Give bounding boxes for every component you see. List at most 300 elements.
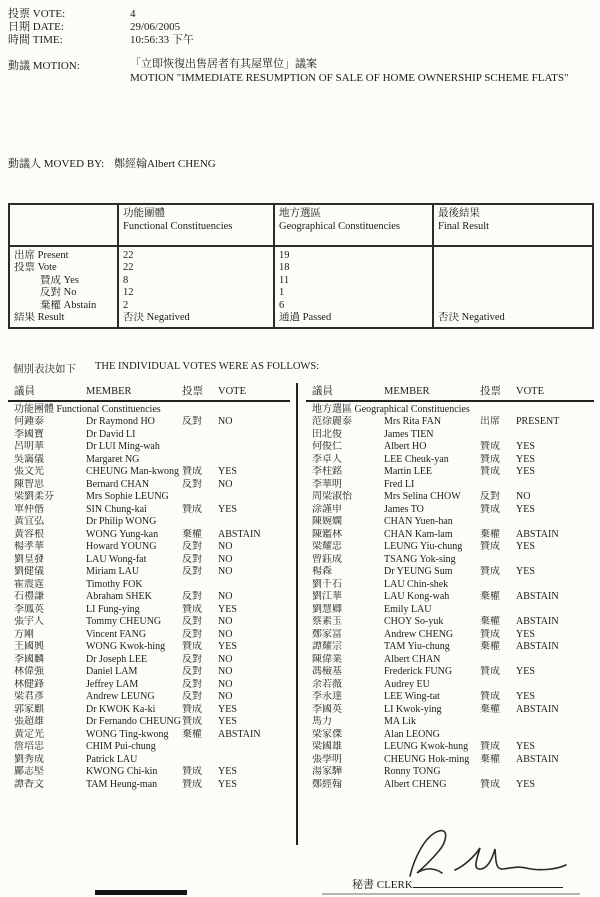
member-vote-en: NO	[218, 628, 233, 640]
member-vote-zh: 棄權	[480, 528, 500, 540]
member-vote-en	[516, 516, 594, 529]
member-name-en: Howard YOUNG	[86, 541, 157, 552]
member-vote-en: YES	[516, 441, 535, 452]
summary-header-final	[433, 204, 593, 246]
member-vote-en	[218, 491, 290, 504]
member-name-zh: 湯家驊	[312, 766, 342, 777]
individual-votes-title-en: THE INDIVIDUAL VOTES WERE AS FOLLOWS:	[95, 361, 320, 372]
member-vote-en: YES	[516, 628, 535, 640]
member-name-en: Frederick FUNG	[384, 666, 453, 677]
member-name-zh: 張文光	[14, 466, 44, 477]
member-name-en: Bernard CHAN	[86, 478, 150, 490]
member-vote-en: YES	[516, 566, 535, 577]
motion-text-en: MOTION "IMMEDIATE RESUMPTION OF SALE OF HOME OWNERSHIP SCHEME FLATS"	[130, 72, 569, 84]
member-vote-en: YES	[218, 778, 237, 790]
member-vote-en: NO	[516, 491, 531, 502]
column-divider-line	[296, 383, 298, 845]
member-name-zh: 李鳳英	[14, 603, 44, 615]
member-vote-en: ABSTAIN	[516, 528, 559, 540]
member-name-zh: 李柱銘	[312, 466, 342, 477]
member-row	[8, 466, 290, 479]
member-name-zh: 涂謹申	[312, 503, 342, 515]
member-vote-zh: 贊成	[182, 503, 202, 515]
member-vote-en: NO	[218, 541, 233, 552]
member-vote-zh: 反對	[182, 653, 202, 665]
member-row	[8, 416, 290, 429]
member-vote-en	[218, 454, 290, 467]
member-name-zh: 黃宜弘	[14, 516, 44, 527]
member-name-zh: 譚耀宗	[312, 641, 342, 652]
member-vote-en	[218, 754, 290, 767]
member-name-zh: 馬力	[312, 716, 332, 727]
member-vote-zh: 贊成	[182, 778, 202, 790]
member-vote-zh	[182, 491, 218, 504]
member-name-zh: 余若薇	[312, 678, 342, 690]
member-name-en: Margaret NG	[86, 453, 140, 465]
summary-header-empty	[9, 204, 118, 246]
member-vote-en: YES	[516, 466, 535, 477]
member-vote-zh	[480, 679, 516, 692]
summary-row-value	[433, 300, 593, 312]
summary-header-final-en: Final Result	[438, 221, 490, 232]
member-row	[306, 554, 594, 567]
member-vote-zh	[480, 716, 516, 729]
member-vote-en	[516, 554, 594, 567]
summary-row-value: 否決 Negatived	[118, 312, 274, 328]
member-row	[306, 479, 594, 492]
header-vote-en: VOTE	[218, 386, 246, 397]
member-vote-zh: 贊成	[182, 766, 202, 777]
member-row	[306, 591, 594, 604]
member-row	[8, 691, 290, 704]
member-row	[306, 516, 594, 529]
member-name-en: LEUNG Yiu-chung	[384, 541, 463, 552]
summary-row-value: 6	[274, 300, 433, 312]
member-name-en: CHEUNG Hok-ming	[384, 753, 470, 765]
member-vote-zh	[480, 554, 516, 567]
member-name-zh: 張超雄	[14, 716, 44, 727]
member-row	[306, 679, 594, 692]
summary-row-value: 22	[118, 246, 274, 262]
member-list-functional	[8, 385, 290, 791]
member-row	[306, 529, 594, 542]
member-name-en: LI Kwok-ying	[384, 703, 442, 715]
member-vote-zh: 棄權	[480, 616, 500, 627]
member-vote-en	[218, 429, 290, 442]
member-name-en: WONG Kwok-hing	[86, 641, 166, 652]
member-row	[8, 641, 290, 654]
member-vote-zh: 贊成	[182, 716, 202, 727]
member-vote-en: PRESENT	[516, 416, 560, 427]
summary-row-value: 18	[274, 262, 433, 274]
member-vote-zh: 贊成	[480, 691, 500, 702]
member-name-zh: 李華明	[312, 478, 342, 490]
member-rows-geographical	[306, 416, 594, 791]
member-row	[8, 579, 290, 592]
scan-artifact-bar	[95, 890, 187, 895]
summary-row-label: 結果 Result	[9, 312, 118, 328]
member-name-en: Andrew LEUNG	[86, 691, 155, 702]
date-value: 29/06/2005	[130, 21, 181, 33]
individual-votes-title-zh: 個別表決如下	[13, 364, 76, 375]
member-vote-en: YES	[218, 603, 237, 615]
header-member-en: MEMBER	[86, 386, 132, 397]
summary-header-geographical	[274, 204, 433, 246]
member-name-zh: 何俊仁	[312, 441, 342, 452]
member-name-en: WONG Ting-kwong	[86, 728, 169, 740]
member-name-en: Mrs Rita FAN	[384, 416, 442, 427]
member-name-en: LAU Wong-fat	[86, 553, 147, 565]
member-name-zh: 范徐麗泰	[312, 416, 352, 427]
member-vote-en: YES	[218, 466, 237, 477]
member-name-zh: 田北俊	[312, 428, 342, 440]
summary-row	[9, 246, 593, 262]
time-value: 10:56:33 下午	[130, 34, 194, 46]
member-name-zh: 馮檢基	[312, 666, 342, 677]
member-vote-zh: 出席	[480, 416, 500, 427]
member-row	[8, 554, 290, 567]
motion-text	[130, 57, 569, 85]
motion-text-zh: 「立即恢復出售居者有其屋單位」議案	[130, 58, 317, 70]
member-row	[8, 666, 290, 679]
member-vote-en: YES	[218, 703, 237, 715]
member-vote-zh	[182, 441, 218, 454]
member-name-en: Albert CHENG	[384, 778, 447, 790]
member-vote-en	[218, 579, 290, 592]
member-vote-en	[516, 679, 594, 692]
member-name-zh: 黃定光	[14, 728, 44, 740]
member-row	[8, 629, 290, 642]
clerk-signature-line	[352, 876, 563, 892]
member-name-en: Patrick LAU	[86, 753, 138, 765]
member-name-zh: 鄺志堅	[14, 766, 44, 777]
member-name-zh: 李永達	[312, 691, 342, 702]
summary-header-row	[9, 204, 593, 246]
summary-header-functional-en: Functional Constituencies	[123, 221, 233, 232]
member-vote-zh	[182, 429, 218, 442]
member-name-en: Fred LI	[384, 478, 415, 490]
member-vote-en	[218, 516, 290, 529]
summary-row-value: 12	[118, 287, 274, 299]
member-vote-zh: 贊成	[480, 441, 500, 452]
member-name-en: KWONG Chi-kin	[86, 766, 158, 777]
member-vote-zh: 贊成	[480, 628, 500, 640]
member-row	[8, 441, 290, 454]
member-name-en: Ronny TONG	[384, 766, 441, 777]
member-vote-en: YES	[218, 503, 237, 515]
member-name-en: LAU Chin-shek	[384, 578, 449, 590]
member-vote-en: NO	[218, 591, 233, 602]
member-vote-en: ABSTAIN	[516, 641, 559, 652]
member-name-en: LEE Cheuk-yan	[384, 453, 449, 465]
member-row	[306, 504, 594, 517]
member-name-zh: 何鍾泰	[14, 416, 44, 427]
member-name-en: Dr Joseph LEE	[86, 653, 148, 665]
summary-header-functional	[118, 204, 274, 246]
summary-header-geographical-zh: 地方選區	[279, 208, 321, 219]
member-name-zh: 曾鈺成	[312, 553, 342, 565]
member-name-en: WONG Yung-kan	[86, 528, 159, 540]
member-row	[8, 754, 290, 767]
member-vote-en: NO	[218, 666, 233, 677]
member-vote-zh: 反對	[182, 678, 202, 690]
summary-row-value: 1	[274, 287, 433, 299]
member-name-en: CHAN Yuen-han	[384, 516, 453, 527]
summary-row	[9, 262, 593, 274]
member-vote-en: ABSTAIN	[516, 753, 559, 765]
header-member-en: MEMBER	[384, 386, 430, 397]
member-row	[8, 604, 290, 617]
member-vote-zh: 棄權	[182, 728, 202, 740]
member-name-zh: 梁國雄	[312, 741, 342, 752]
member-vote-zh: 贊成	[480, 741, 500, 752]
member-name-en: TAM Yiu-chung	[384, 641, 450, 652]
summary-row-value: 通過 Passed	[274, 312, 433, 328]
member-vote-en: YES	[516, 778, 535, 790]
section-title-geographical-en: Geographical Constituencies	[354, 404, 470, 415]
member-name-en: Vincent FANG	[86, 628, 147, 640]
member-vote-zh: 贊成	[480, 778, 500, 790]
member-name-zh: 梁耀忠	[312, 541, 342, 552]
member-name-zh: 石禮謙	[14, 591, 44, 602]
member-vote-zh: 反對	[182, 616, 202, 627]
member-name-zh: 鄭經翰	[312, 778, 342, 790]
summary-row-value	[433, 246, 593, 262]
member-row	[306, 666, 594, 679]
header-member-zh: 議員	[312, 386, 333, 397]
member-vote-en	[516, 604, 594, 617]
member-vote-en	[516, 479, 594, 492]
member-vote-zh: 棄權	[480, 641, 500, 652]
member-name-en: Dr LUI Ming-wah	[86, 441, 160, 452]
moved-by-label: 動議人 MOVED BY:	[8, 158, 105, 170]
member-name-zh: 劉秀成	[14, 753, 44, 765]
member-name-zh: 梁劉柔芬	[14, 491, 54, 502]
member-vote-zh	[182, 454, 218, 467]
member-vote-zh: 反對	[182, 553, 202, 565]
member-vote-zh	[480, 516, 516, 529]
member-name-en: TAM Heung-man	[86, 778, 158, 790]
member-name-zh: 張宇人	[14, 616, 44, 627]
member-row	[306, 604, 594, 617]
summary-header-final-zh: 最後結果	[438, 208, 480, 219]
member-name-zh: 郭家麒	[14, 703, 44, 715]
member-name-en: Timothy FOK	[86, 578, 143, 590]
member-name-en: Daniel LAM	[86, 666, 138, 677]
member-vote-en: YES	[516, 453, 535, 465]
member-name-zh: 劉慧卿	[312, 603, 342, 615]
member-name-en: CHIM Pui-chung	[86, 741, 156, 752]
member-vote-zh	[480, 479, 516, 492]
member-name-zh: 劉千石	[312, 578, 342, 590]
summary-row	[9, 287, 593, 299]
member-vote-zh: 反對	[182, 591, 202, 602]
member-vote-en	[516, 716, 594, 729]
member-vote-en: NO	[218, 416, 233, 427]
member-vote-zh	[480, 429, 516, 442]
member-name-zh: 鄭家富	[312, 628, 342, 640]
member-row	[8, 766, 290, 779]
time-label: 時間 TIME:	[8, 34, 63, 46]
member-row	[306, 466, 594, 479]
member-vote-zh: 反對	[182, 541, 202, 552]
member-row	[306, 616, 594, 629]
member-vote-zh	[480, 766, 516, 779]
member-name-zh: 方剛	[14, 628, 34, 640]
scan-artifact-streak	[322, 893, 580, 895]
member-row	[306, 741, 594, 754]
member-name-zh: 詹培忠	[14, 741, 44, 752]
member-vote-en: ABSTAIN	[516, 616, 559, 627]
moved-by-value: 鄭經翰Albert CHENG	[114, 158, 216, 170]
summary-row-label: 贊成 Yes	[9, 275, 118, 287]
member-name-en: LAU Kong-wah	[384, 591, 450, 602]
member-row	[306, 779, 594, 792]
member-row	[8, 541, 290, 554]
member-vote-zh	[182, 741, 218, 754]
member-vote-en: NO	[218, 678, 233, 690]
clerk-label: 秘書 CLERK	[352, 879, 413, 891]
member-row	[306, 729, 594, 742]
member-vote-zh: 反對	[182, 416, 202, 427]
member-row	[306, 629, 594, 642]
member-name-zh: 霍震霆	[14, 578, 44, 590]
member-name-en: LEUNG Kwok-hung	[384, 741, 469, 752]
member-name-zh: 劉江華	[312, 591, 342, 602]
summary-row-value	[433, 287, 593, 299]
member-vote-en	[516, 654, 594, 667]
member-row	[306, 491, 594, 504]
member-vote-zh: 反對	[182, 666, 202, 677]
member-vote-en: YES	[516, 741, 535, 752]
summary-row-value: 否決 Negatived	[433, 312, 593, 328]
member-name-zh: 李國英	[312, 703, 342, 715]
member-row	[306, 754, 594, 767]
member-name-en: LEE Wing-tat	[384, 691, 440, 702]
section-title-functional-zh: 功能團體	[14, 404, 54, 415]
member-vote-zh: 反對	[182, 478, 202, 490]
member-row	[8, 704, 290, 717]
member-row	[8, 491, 290, 504]
member-vote-en: YES	[516, 666, 535, 677]
section-title-functional-en: Functional Constituencies	[56, 404, 161, 415]
member-name-en: SIN Chung-kai	[86, 503, 147, 515]
member-row	[8, 516, 290, 529]
summary-row-value: 22	[118, 262, 274, 274]
member-vote-zh: 棄權	[480, 753, 500, 765]
vote-number-label: 投票 VOTE:	[8, 8, 66, 20]
member-vote-zh	[480, 654, 516, 667]
member-name-zh: 譚香文	[14, 778, 44, 790]
member-row	[306, 716, 594, 729]
member-vote-en: NO	[218, 691, 233, 702]
member-vote-zh: 贊成	[480, 566, 500, 577]
section-title-geographical-zh: 地方選區	[312, 404, 352, 415]
member-vote-en: ABSTAIN	[516, 703, 559, 715]
member-name-zh: 陳婉嫻	[312, 516, 342, 527]
summary-row-value	[433, 275, 593, 287]
member-name-en: Andrew CHENG	[384, 628, 454, 640]
member-name-zh: 單仲偕	[14, 503, 44, 515]
summary-row-value: 2	[118, 300, 274, 312]
member-row	[8, 429, 290, 442]
motion-label: 動議 MOTION:	[8, 60, 80, 72]
member-name-zh: 呂明華	[14, 441, 44, 452]
member-vote-en: ABSTAIN	[516, 591, 559, 602]
member-vote-en	[516, 429, 594, 442]
member-vote-zh: 棄權	[480, 703, 500, 715]
member-vote-zh: 贊成	[182, 703, 202, 715]
member-vote-zh: 贊成	[480, 541, 500, 552]
member-rows-functional	[8, 416, 290, 791]
summary-row-label: 投票 Vote	[9, 262, 118, 274]
member-row	[306, 441, 594, 454]
summary-row-label: 反對 No	[9, 287, 118, 299]
member-vote-zh: 棄權	[480, 591, 500, 602]
member-vote-en: ABSTAIN	[218, 728, 261, 740]
header-member-zh: 議員	[14, 386, 35, 397]
member-vote-zh: 贊成	[480, 466, 500, 477]
member-name-zh: 李國寶	[14, 428, 44, 440]
summary-row-value: 11	[274, 275, 433, 287]
member-row	[8, 729, 290, 742]
member-vote-zh: 贊成	[480, 503, 500, 515]
vote-number-value: 4	[130, 8, 136, 20]
summary-row-value: 19	[274, 246, 433, 262]
member-row	[8, 716, 290, 729]
member-row	[8, 616, 290, 629]
member-name-en: CHOY So-yuk	[384, 616, 444, 627]
member-row	[306, 416, 594, 429]
member-row	[306, 641, 594, 654]
member-name-en: Dr Fernando CHEUNG	[86, 716, 181, 727]
member-vote-zh	[182, 579, 218, 592]
member-vote-en: ABSTAIN	[218, 528, 261, 540]
member-name-zh: 周梁淑怡	[312, 491, 352, 502]
member-vote-zh: 贊成	[182, 466, 202, 477]
member-name-zh: 劉皇發	[14, 553, 44, 565]
member-name-en: CHAN Kam-lam	[384, 528, 453, 540]
member-vote-en	[516, 766, 594, 779]
member-name-zh: 黃容根	[14, 528, 44, 540]
member-vote-zh	[480, 579, 516, 592]
member-row	[306, 704, 594, 717]
member-name-en: MA Lik	[384, 716, 416, 727]
summary-row	[9, 275, 593, 287]
member-vote-zh: 棄權	[182, 528, 202, 540]
section-title-geographical	[306, 403, 594, 416]
member-row	[306, 454, 594, 467]
member-name-zh: 陳偉業	[312, 653, 342, 665]
member-vote-en: NO	[218, 566, 233, 577]
member-row	[8, 679, 290, 692]
summary-row-value: 8	[118, 275, 274, 287]
member-row	[8, 454, 290, 467]
member-vote-zh: 贊成	[182, 603, 202, 615]
member-vote-en: YES	[218, 641, 237, 652]
member-vote-en: YES	[516, 541, 535, 552]
date-label: 日期 DATE:	[8, 21, 64, 33]
member-row	[8, 529, 290, 542]
header-vote-en: VOTE	[516, 386, 544, 397]
member-list-header	[306, 385, 594, 402]
member-row	[306, 766, 594, 779]
member-row	[306, 691, 594, 704]
member-name-en: Audrey EU	[384, 678, 430, 690]
member-name-zh: 陳鑑林	[312, 528, 342, 540]
vote-summary-table	[8, 203, 594, 329]
summary-row	[9, 312, 593, 328]
